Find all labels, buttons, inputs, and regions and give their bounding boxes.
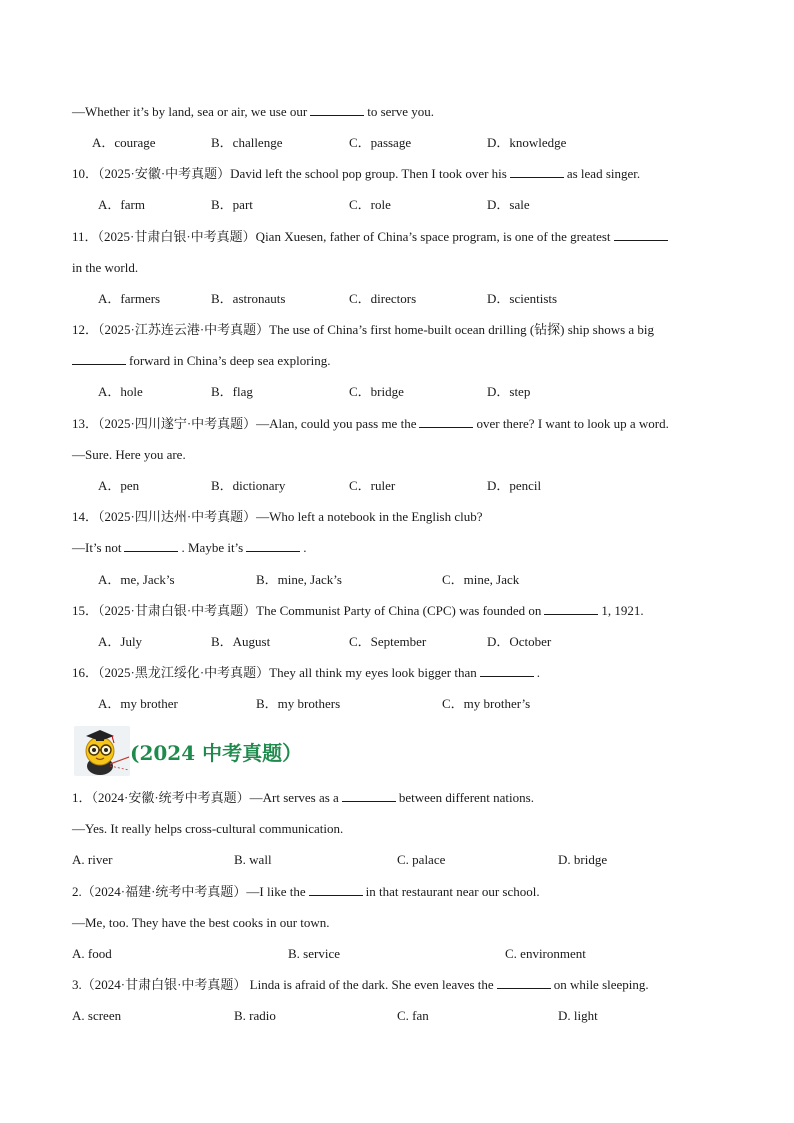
question-15-stem — [72, 603, 644, 619]
q13-option-c: C．ruler — [349, 478, 396, 493]
question-10-stem — [72, 166, 640, 182]
p3-prefix: 3.（2024·甘肃白银·中考真题） Linda is afraid of the dark. She even leaves the — [72, 977, 494, 992]
question-13-stem — [72, 416, 669, 432]
q12-line-2 — [72, 353, 330, 369]
answer-blank — [309, 884, 363, 896]
q12-option-c: C．bridge — [349, 384, 404, 399]
question-2024-1-stem — [72, 790, 534, 806]
q13-option-b: B．dictionary — [211, 478, 286, 493]
q14-line-2 — [72, 540, 306, 556]
q9-option-a: A．courage — [92, 135, 156, 150]
q11-option-d: D．scientists — [487, 291, 558, 306]
q11-prefix: 11．（2025·甘肃白银·中考真题）Qian Xuesen, father of China’s space program, is one of the greatest — [72, 229, 611, 244]
q14-option-b: B．mine, Jack’s — [256, 572, 342, 587]
answer-blank — [310, 104, 364, 116]
question-16-stem — [72, 665, 540, 681]
q12-option-b: B．flag — [211, 384, 253, 399]
p2-option-a: A. food — [72, 946, 112, 961]
p3-option-a: A. screen — [72, 1008, 122, 1023]
q14-text-a: —It’s not — [72, 540, 122, 555]
answer-blank — [510, 166, 564, 178]
p2-suffix: in that restaurant near our school. — [365, 884, 540, 899]
q16-suffix: . — [536, 665, 541, 680]
q15-option-d: D．October — [487, 634, 552, 649]
q11-option-b: B．astronauts — [211, 291, 286, 306]
q13-suffix: over there? I want to look up a word. — [476, 416, 669, 431]
question-2024-3-stem — [72, 977, 649, 993]
q16-prefix: 16．（2025·黑龙江绥化·中考真题）They all think my eyes look bigger than — [72, 665, 477, 680]
graduate-mascot-icon — [72, 724, 132, 778]
q11-line-2: in the world. — [72, 260, 139, 275]
p3-option-b: B. radio — [234, 1008, 276, 1023]
p2-option-b: B. service — [288, 946, 340, 961]
answer-blank — [419, 416, 473, 428]
p3-suffix: on while sleeping. — [553, 977, 649, 992]
q12-line-2-text: forward in China’s deep sea exploring. — [129, 353, 331, 368]
p1-option-d: D. bridge — [558, 852, 608, 867]
q11-option-a: A．farmers — [98, 291, 161, 306]
q13-option-d: D．pencil — [487, 478, 542, 493]
q13-option-a: A．pen — [98, 478, 140, 493]
question-12-stem: 12．（2025·江苏连云港·中考真题）The use of China’s first home-built ocean drilling (钻探) ship shows a big — [72, 322, 655, 337]
q10-suffix: as lead singer. — [566, 166, 641, 181]
answer-blank — [342, 790, 396, 802]
question-9-stem — [72, 104, 434, 120]
p1-option-b: B. wall — [234, 852, 272, 867]
q10-option-d: D．sale — [487, 197, 530, 212]
q10-option-c: C．role — [349, 197, 391, 212]
answer-blank — [124, 540, 178, 552]
answer-blank — [72, 353, 126, 365]
p1-option-c: C. palace — [397, 852, 446, 867]
p1-prefix: 1．（2024·安徽·统考中考真题）—Art serves as a — [72, 790, 339, 805]
q9-option-c: C．passage — [349, 135, 412, 150]
q13-prefix: 13．（2025·四川遂宁·中考真题）—Alan, could you pass me the — [72, 416, 417, 431]
answer-blank — [480, 665, 534, 677]
p3-option-c: C. fan — [397, 1008, 429, 1023]
p2-option-c: C. environment — [505, 946, 586, 961]
q11-option-c: C．directors — [349, 291, 417, 306]
p3-option-d: D. light — [558, 1008, 598, 1023]
q10-option-b: B．part — [211, 197, 253, 212]
answer-blank — [544, 603, 598, 615]
p1-line-2: —Yes. It really helps cross-cultural communication. — [72, 821, 344, 836]
q16-option-a: A．my brother — [98, 696, 178, 711]
q9-option-b: B．challenge — [211, 135, 283, 150]
question-11-stem — [72, 229, 671, 245]
q14-text-b: . Maybe it’s — [181, 540, 244, 555]
q14-text-c: . — [303, 540, 307, 555]
q9-stem-a: —Whether it’s by land, sea or air, we use our — [72, 104, 308, 119]
q15-option-c: C．September — [349, 634, 427, 649]
q15-suffix: 1, 1921. — [601, 603, 644, 618]
q16-option-c: C．my brother’s — [442, 696, 531, 711]
question-14-stem: 14．（2025·四川达州·中考真题）—Who left a notebook in the English club? — [72, 509, 483, 524]
q15-option-b: B．August — [211, 634, 271, 649]
q12-option-a: A．hole — [98, 384, 143, 399]
q10-option-a: A．farm — [98, 197, 145, 212]
answer-blank — [497, 977, 551, 989]
answer-blank — [614, 229, 668, 241]
answer-blank — [246, 540, 300, 552]
p2-line-2: —Me, too. They have the best cooks in our town. — [72, 915, 330, 930]
p1-option-a: A. river — [72, 852, 113, 867]
q10-prefix: 10．（2025·安徽·中考真题）David left the school pop group. Then I took over his — [72, 166, 507, 181]
q15-option-a: A．July — [98, 634, 143, 649]
section-title: (2024 中考真题） — [130, 741, 303, 765]
q13-line-2: —Sure. Here you are. — [72, 447, 186, 462]
q14-option-a: A．me, Jack’s — [98, 572, 175, 587]
question-2024-2-stem — [72, 884, 540, 900]
q12-option-d: D．step — [487, 384, 531, 399]
q14-option-c: C．mine, Jack — [442, 572, 520, 587]
q9-option-d: D．knowledge — [487, 135, 567, 150]
p2-prefix: 2.（2024·福建·统考中考真题）—I like the — [72, 884, 306, 899]
q9-stem-b: to serve you. — [367, 104, 435, 119]
q16-option-b: B．my brothers — [256, 696, 341, 711]
p1-suffix: between different nations. — [398, 790, 534, 805]
q15-prefix: 15．（2025·甘肃白银·中考真题）The Communist Party of China (CPC) was founded on — [72, 603, 542, 618]
